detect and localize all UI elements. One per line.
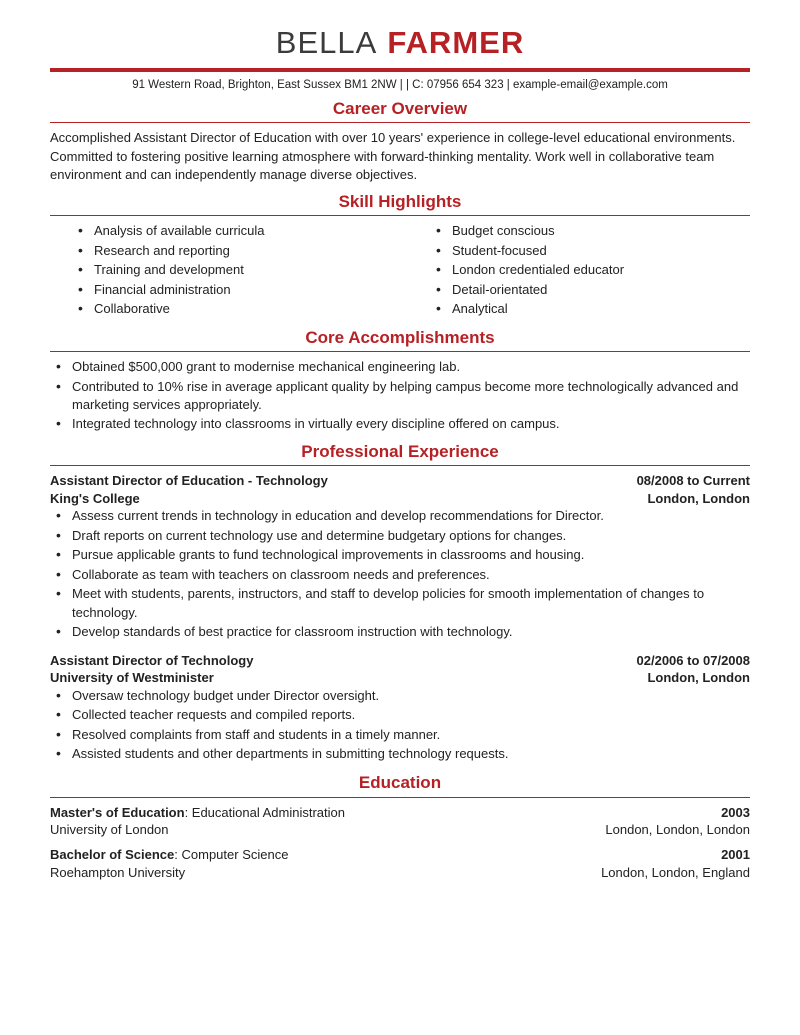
job-bullet: • Meet with students, parents, instructors, and staff to develop policies for smooth implementation of changes to technology. [50, 585, 750, 622]
section-education [50, 773, 750, 881]
job-bullet: • Collected teacher requests and compiled reports. [50, 706, 750, 724]
job-bullet: • Resolved complaints from staff and students in a timely manner. [50, 726, 750, 744]
job-bullet: • Assisted students and other departments in submitting technology requests. [50, 745, 750, 763]
section-core-accomplishments [50, 328, 750, 434]
job-employer-row [50, 669, 750, 687]
skill-item: • Training and development [72, 261, 400, 279]
education-entry [50, 846, 750, 881]
job-dates: 02/2006 to 07/2008 [636, 652, 750, 668]
school-location: London, London, England [601, 864, 750, 880]
section-divider [50, 797, 750, 798]
job-title: Assistant Director of Education - Technology [50, 473, 328, 489]
career-overview-text: Accomplished Assistant Director of Education with over 10 years' experience in college-level educational environments. Committed to fostering positive learning atmosphere with forward-thinking mentality. Work well in collaborative team environment and can independently manage diverse objectives. [50, 130, 736, 182]
degree-year: 2003 [721, 804, 750, 820]
contact-line: 91 Western Road, Brighton, East Sussex BM1 2NW | | C: 07956 654 323 | example-email@example.com [132, 79, 668, 92]
section-divider [50, 351, 750, 352]
job-entry [50, 472, 750, 641]
school-location: London, London, London [605, 822, 750, 838]
accomplishments-list [50, 358, 750, 434]
job-entry [50, 652, 750, 764]
job-employer: King's College [50, 490, 140, 506]
school-row [50, 821, 750, 839]
skill-item: • Financial administration [72, 281, 400, 299]
degree: Master's of Education [50, 804, 185, 820]
skill-item: • Research and reporting [72, 242, 400, 260]
accomplishment-item: • Contributed to 10% rise in average applicant quality by helping campus become more technologically advanced and marketing services appropriately. [50, 378, 750, 415]
degree-field: : Educational Administration [184, 804, 345, 820]
job-title: Assistant Director of Technology [50, 652, 254, 668]
job-bullet-list [50, 507, 750, 641]
section-title-career-overview: Career Overview [332, 99, 468, 119]
school-row [50, 864, 750, 882]
accomplishment-item: • Obtained $500,000 grant to modernise mechanical engineering lab. [50, 358, 750, 376]
section-title-skill-highlights: Skill Highlights [338, 192, 462, 212]
degree-year: 2001 [721, 846, 750, 862]
resume-name [50, 26, 750, 60]
skills-columns [50, 222, 750, 319]
name-divider [50, 68, 750, 72]
job-bullet-list [50, 687, 750, 764]
job-title-row [50, 472, 750, 490]
school-name: Roehampton University [50, 864, 186, 880]
skill-item: • Student-focused [430, 242, 750, 260]
section-skill-highlights [50, 192, 750, 320]
job-bullet: • Pursue applicable grants to fund technological improvements in classrooms and housing. [50, 546, 750, 564]
degree-line [50, 804, 345, 822]
education-entry [50, 804, 750, 839]
section-divider [50, 465, 750, 466]
section-title-professional-experience: Professional Experience [301, 441, 499, 461]
degree-row [50, 846, 750, 864]
skill-item: • London credentialed educator [430, 261, 750, 279]
job-dates: 08/2008 to Current [636, 473, 750, 489]
degree: Bachelor of Science [50, 846, 175, 862]
job-bullet: • Oversaw technology budget under Director oversight. [50, 687, 750, 705]
job-bullet: • Develop standards of best practice for classroom instruction with technology. [50, 623, 750, 641]
job-employer: University of Westminister [50, 670, 214, 686]
degree-field: : Computer Science [174, 846, 289, 862]
accomplishment-item: • Integrated technology into classrooms in virtually every discipline offered on campus. [50, 415, 750, 433]
degree-line [50, 846, 288, 864]
degree-row [50, 804, 750, 822]
job-bullet: • Collaborate as team with teachers on classroom needs and preferences. [50, 566, 750, 584]
skill-item: • Budget conscious [430, 222, 750, 240]
job-title-row [50, 652, 750, 670]
job-employer-row [50, 490, 750, 508]
skill-item: • Collaborative [72, 300, 400, 318]
section-career-overview [50, 99, 750, 184]
job-location: London, London [647, 490, 750, 506]
last-name: FARMER [387, 25, 525, 60]
section-title-education: Education [358, 773, 442, 793]
section-professional-experience [50, 442, 750, 764]
school-name: University of London [50, 822, 169, 838]
job-location: London, London [647, 670, 750, 686]
skills-right-list [400, 222, 750, 319]
skill-item: • Detail-orientated [430, 281, 750, 299]
first-name: BELLA [275, 25, 378, 60]
section-divider [50, 215, 750, 216]
skill-item: • Analysis of available curricula [72, 222, 400, 240]
skills-left-list [50, 222, 400, 319]
skill-item: • Analytical [430, 300, 750, 318]
job-bullet: • Draft reports on current technology use and determine budgetary options for changes. [50, 527, 750, 545]
section-divider [50, 122, 750, 123]
job-bullet: • Assess current trends in technology in education and develop recommendations for Director. [50, 507, 750, 525]
section-title-core-accomplishments: Core Accomplishments [305, 327, 495, 347]
